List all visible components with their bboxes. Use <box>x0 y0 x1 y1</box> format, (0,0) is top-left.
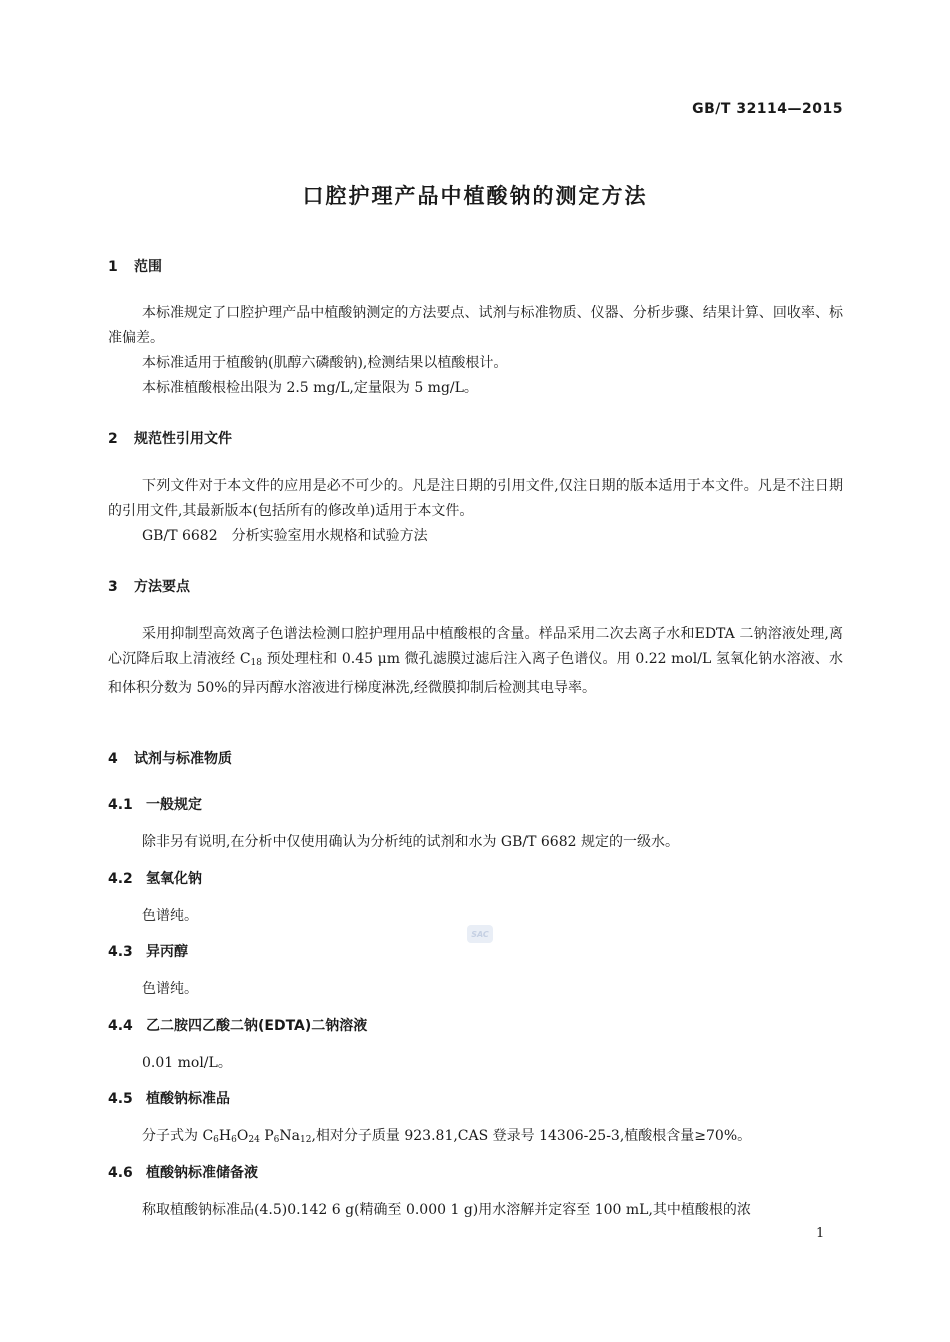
subsection-4-1-heading <box>108 794 202 814</box>
text-run: P <box>259 1128 274 1144</box>
paragraph: 色谱纯。 <box>142 981 198 997</box>
section-title: 方法要点 <box>134 579 190 595</box>
paragraph: 色谱纯。 <box>142 908 198 924</box>
section-number: 4 <box>108 751 118 767</box>
subscript: 12 <box>300 1135 312 1145</box>
section-title: 一般规定 <box>146 797 202 813</box>
normative-reference: GB/T 6682 分析实验室用水规格和试验方法 <box>142 528 428 544</box>
section-number: 4.2 <box>108 871 133 887</box>
subscript: 6 <box>231 1135 237 1145</box>
paragraph: 除非另有说明,在分析中仅使用确认为分析纯的试剂和水为 GB/T 6682 规定的一级水。 <box>142 834 679 850</box>
section-3-heading <box>108 576 190 596</box>
text-run: 分子式为 C <box>142 1128 214 1144</box>
page-number: 1 <box>816 1226 825 1241</box>
text-run: 采用抑制型高效离子色谱法检测口腔护理用品中植酸根的含量。样品采用二次去离子水和EDTA 二钠溶液处理,离心沉降后取上清液经 C <box>108 626 843 667</box>
sac-watermark-logo <box>467 925 493 943</box>
subsection-4-5-heading <box>108 1088 230 1108</box>
section-number: 2 <box>108 431 118 447</box>
section-title: 植酸钠标准品 <box>146 1091 230 1107</box>
section-title: 异丙醇 <box>146 944 188 960</box>
text-run: Na <box>279 1128 301 1144</box>
section-title: 植酸钠标准储备液 <box>146 1165 258 1181</box>
paragraph: 0.01 mol/L。 <box>142 1055 232 1071</box>
subscript: 24 <box>248 1135 260 1145</box>
text-run: O <box>236 1128 249 1144</box>
paragraph: 本标准规定了口腔护理产品中植酸钠测定的方法要点、试剂与标准物质、仪器、分析步骤、结果计算、回收率、标准偏差。 <box>108 305 843 346</box>
paragraph: 下列文件对于本文件的应用是必不可少的。凡是注日期的引用文件,仅注日期的版本适用于本文件。凡是不注日期的引用文件,其最新版本(包括所有的修改单)适用于本文件。 <box>108 478 843 519</box>
text-run: 预处理柱和 0.45 μm 微孔滤膜过滤后注入离子色谱仪。用 0.22 mol/L 氢氧化钠水溶液、水和体积分数为 50%的异丙醇水溶液进行梯度淋洗,经微膜抑制后检测其电导率。 <box>108 651 843 696</box>
text-run: H <box>218 1128 232 1144</box>
section-number: 4.4 <box>108 1018 133 1034</box>
section-number: 3 <box>108 579 118 595</box>
subsection-4-2-heading <box>108 868 202 888</box>
section-title: 规范性引用文件 <box>134 431 232 447</box>
section-4-heading <box>108 748 232 768</box>
molecular-formula-paragraph <box>142 1125 751 1145</box>
section-number: 4.6 <box>108 1165 133 1181</box>
subsection-4-4-heading <box>108 1015 367 1035</box>
paragraph: 本标准植酸根检出限为 2.5 mg/L,定量限为 5 mg/L。 <box>142 380 478 396</box>
subscript: 6 <box>213 1135 219 1145</box>
paragraph: 称取植酸钠标准品(4.5)0.142 6 g(精确至 0.000 1 g)用水溶解并定容至 100 mL,其中植酸根的浓 <box>142 1202 751 1218</box>
subsection-4-6-heading <box>108 1162 258 1182</box>
document-title: 口腔护理产品中植酸钠的测定方法 <box>302 184 648 208</box>
section-number: 4.3 <box>108 944 133 960</box>
section-title: 乙二胺四乙酸二钠(EDTA)二钠溶液 <box>146 1018 368 1034</box>
paragraph <box>108 622 843 701</box>
paragraph: 本标准适用于植酸钠(肌醇六磷酸钠),检测结果以植酸根计。 <box>142 355 508 371</box>
section-title: 范围 <box>134 259 162 275</box>
watermark-text: SAC <box>471 929 489 939</box>
section-number: 4.1 <box>108 797 133 813</box>
text-run: ,相对分子质量 923.81,CAS 登录号 14306-25-3,植酸根含量≥70%。 <box>311 1128 752 1144</box>
section-title: 试剂与标准物质 <box>134 751 232 767</box>
standard-number: GB/T 32114—2015 <box>692 101 843 117</box>
section-number: 4.5 <box>108 1091 133 1107</box>
subscript: 6 <box>273 1135 280 1145</box>
section-number: 1 <box>108 259 118 275</box>
section-2-heading <box>108 428 232 448</box>
section-title: 氢氧化钠 <box>146 871 202 887</box>
section-1-heading <box>108 256 162 276</box>
subscript: 18 <box>250 658 262 668</box>
subsection-4-3-heading <box>108 941 188 961</box>
